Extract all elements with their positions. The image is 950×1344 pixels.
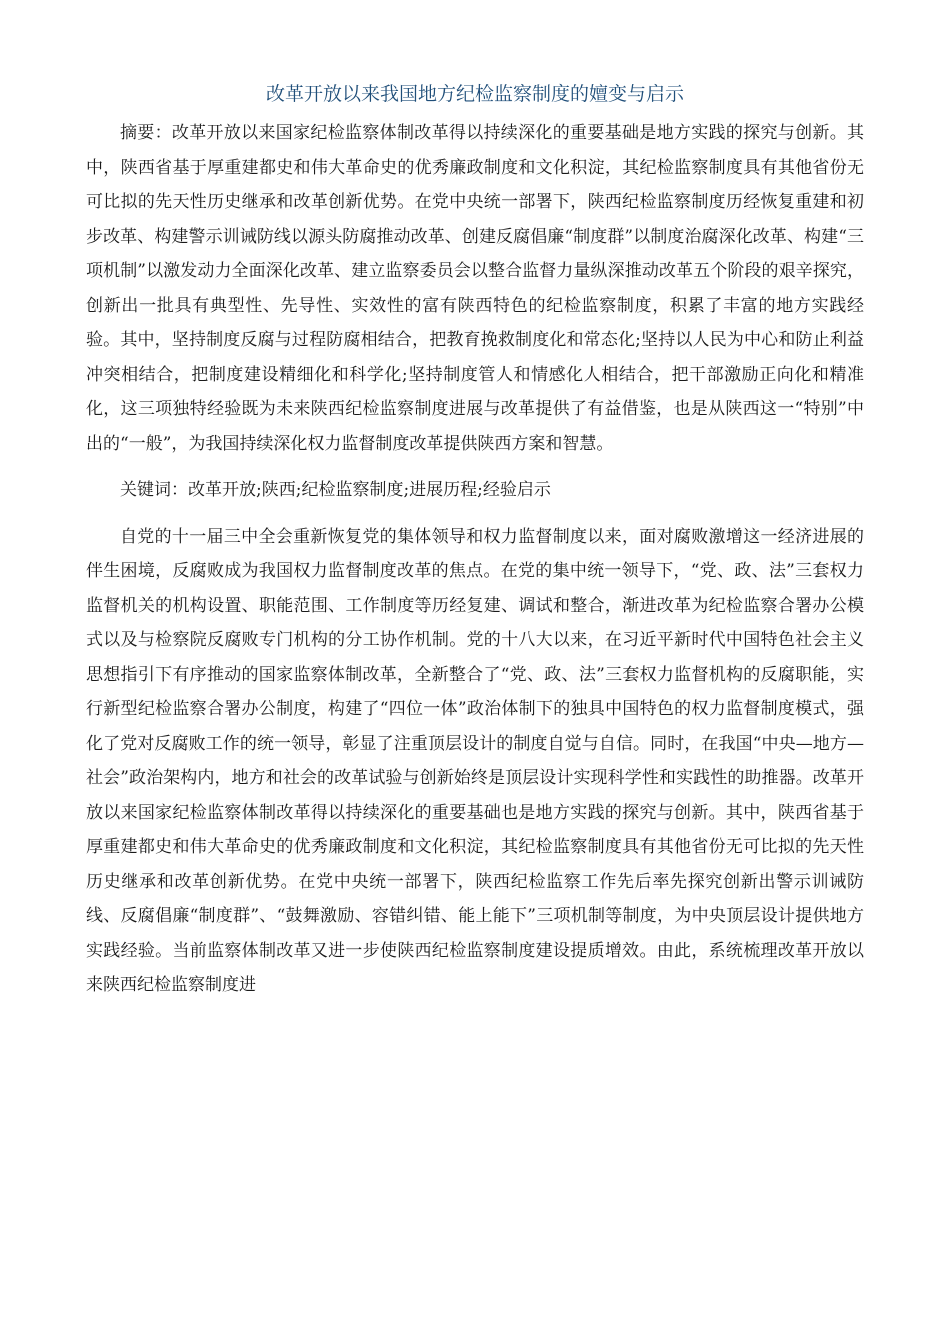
document-title: 改革开放以来我国地方纪检监察制度的嬗变与启示 (265, 83, 684, 105)
keywords-paragraph: 关键词：改革开放;陕西;纪检监察制度;进展历程;经验启示 (120, 480, 551, 500)
body-paragraph: 自党的十一届三中全会重新恢复党的集体领导和权力监督制度以来，面对腐败激增这一经济进展的伴生困境，反腐败成为我国权力监督制度改革的焦点。在党的集中统一领导下，“党、政、法”三套权力监督机关的机构设置、职能范围、工作制度等历经复建、调试和整合，渐进改革为纪检监察合署办公模式以及与检察院反腐败专门机构的分工协作机制。党的十八大以来，在习近平新时代中国特色社会主义思想指引下有序推动的国家监察体制改革，全新整合了“党、政、法”三套权力监督机构的反腐职能，实行新型纪检监察合署办公制度，构建了“四位一体”政治体制下的独具中国特色的权力监督制度模式，强化了党对反腐败工作的统一领导，彰显了注重顶层设计的制度自觉与自信。同时，在我国“中央—地方—社会”政治架构内，地方和社会的改革试验与创新始终是顶层设计实现科学性和实践性的助推器。改革开放以来国家纪检监察体制改革得以持续深化的重要基础也是地方实践的探究与创新。其中，陕西省基于厚重建都史和伟大革命史的优秀廉政制度和文化积淀，其纪检监察制度具有其他省份无可比拟的先天性历史继承和改革创新优势。在党中央统一部署下，陕西纪检监察工作先后率先探究创新出警示训诫防线、反腐倡廉“制度群”、“鼓舞激励、容错纠错、能上能下”三项机制等制度，为中央顶层设计提供地方实践经验。当前监察体制改革又进一步使陕西纪检监察制度建设提质增效。由此，系统梳理改革开放以来陕西纪检监察制度进 (86, 526, 864, 995)
abstract-paragraph: 摘要：改革开放以来国家纪检监察体制改革得以持续深化的重要基础是地方实践的探究与创新。其中，陕西省基于厚重建都史和伟大革命史的优秀廉政制度和文化积淀，其纪检监察制度具有其他省份无可比拟的先天性历史继承和改革创新优势。在党中央统一部署下，陕西纪检监察制度历经恢复重建和初步改革、构建警示训诫防线以源头防腐推动改革、创建反腐倡廉“制度群”以制度治腐深化改革、构建“三项机制”以激发动力全面深化改革、建立监察委员会以整合监督力量纵深推动改革五个阶段的艰辛探究，创新出一批具有典型性、先导性、实效性的富有陕西特色的纪检监察制度，积累了丰富的地方实践经验。其中，坚持制度反腐与过程防腐相结合，把教育挽救制度化和常态化;坚持以人民为中心和防止利益冲突相结合，把制度建设精细化和科学化;坚持制度管人和情感化人相结合，把干部激励正向化和精准化，这三项独特经验既为未来陕西纪检监察制度进展与改革提供了有益借鉴，也是从陕西这一“特别”中出的“一般”，为我国持续深化权力监督制度改革提供陕西方案和智慧。 (86, 123, 864, 454)
